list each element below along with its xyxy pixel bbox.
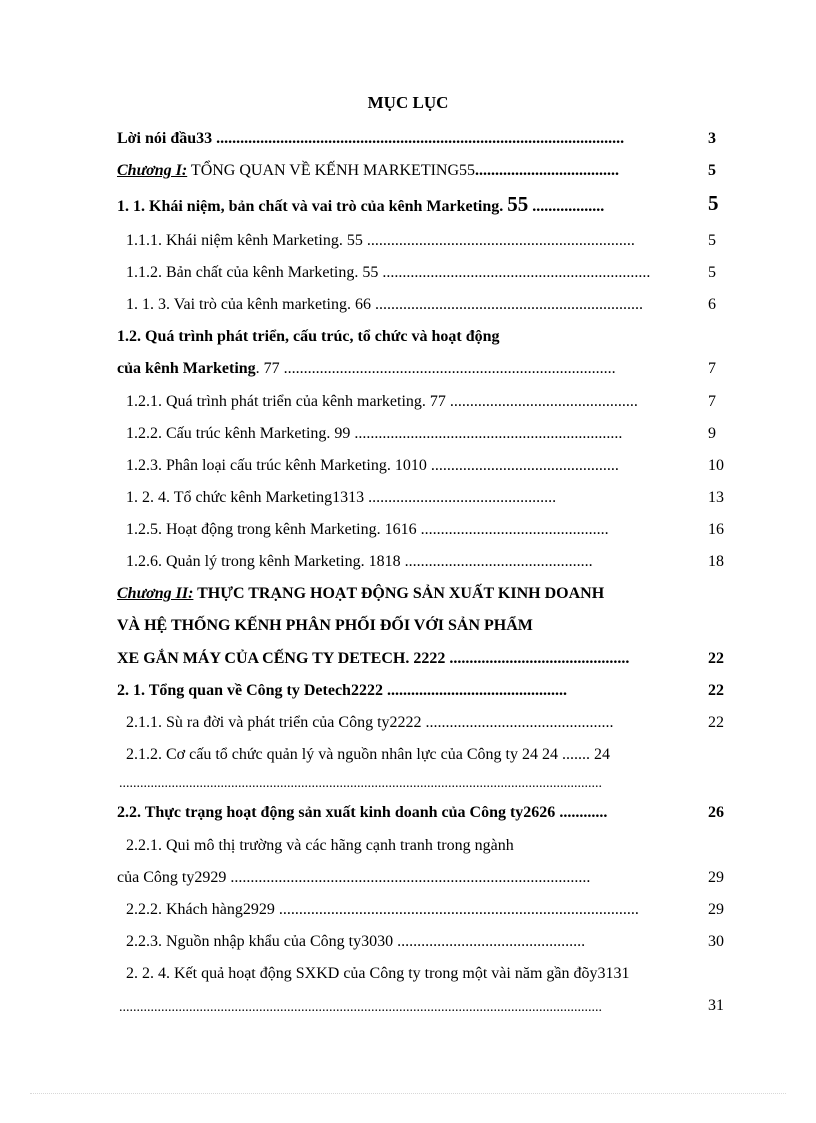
toc-page-number: 30 <box>708 933 724 950</box>
toc-chapter-1[interactable] <box>117 160 707 182</box>
toc-page-number: 7 <box>708 360 716 377</box>
toc-entry-label: 2.1.1. Sù ra đời và phát triển của Công ty2222 <box>126 714 426 731</box>
toc-entry-number: 55 <box>507 193 529 216</box>
toc-entry-label: 2.2.2. Khách hàng2929 <box>126 901 279 918</box>
toc-entry-2-2[interactable] <box>117 802 707 824</box>
toc-entry-label: Lời nói đầu33 <box>117 130 217 147</box>
toc-entry-1-1-2[interactable] <box>126 262 708 284</box>
toc-chapter-2-line-2: VÀ HỆ THỐNG KẾNH PHÂN PHỐI ĐỐI VỚI SẢN PHẨM <box>117 617 533 634</box>
toc-page-number: 22 <box>708 650 724 667</box>
toc-entry-label: của Công ty2929 <box>117 869 231 886</box>
toc-leader-dots: ............................................. <box>449 650 630 667</box>
toc-entry-1-2-cont[interactable] <box>117 358 707 380</box>
toc-entry-label: TỔNG QUAN VỀ KẾNH MARKETING55 <box>187 162 476 179</box>
toc-leader-dots: .......................................................................................................................................... <box>119 1000 602 1015</box>
toc-leader-dots: ............................................... <box>368 489 557 506</box>
toc-page-number: 29 <box>708 901 724 918</box>
toc-leader-dots: ............................................... <box>425 714 614 731</box>
toc-page-number: 31 <box>708 997 724 1014</box>
toc-page-number: 22 <box>708 682 724 699</box>
toc-entry-1-1-3[interactable] <box>126 294 708 316</box>
toc-page-number: 5 <box>708 162 716 179</box>
toc-chapter-2[interactable] <box>117 583 604 605</box>
toc-entry-label: 1.1.2. Bản chất của kênh Marketing. 55 <box>126 264 383 281</box>
toc-entry-intro[interactable] <box>117 128 719 150</box>
toc-entry-label: 1.2.1. Quá trình phát triển của kênh marketing. 77 <box>126 393 450 410</box>
toc-page-number: 9 <box>708 425 716 442</box>
toc-leader-dots: ............................................... <box>430 457 619 474</box>
toc-leader-dots: ................................................................... <box>366 232 635 249</box>
toc-page-number: 5 <box>708 192 719 214</box>
toc-leader-dots: ................................................................... <box>354 425 623 442</box>
toc-leader-dots: ............ <box>559 804 608 821</box>
toc-leader-dots: ...................................................................................................... <box>216 130 625 147</box>
toc-leader-dots: ................................................................................... <box>283 360 616 377</box>
toc-page-number: 26 <box>708 804 724 821</box>
toc-entry-1-2-5[interactable] <box>126 519 708 541</box>
page-title: MỤC LỤC <box>367 93 449 112</box>
toc-entry-label: của kênh Marketing <box>117 360 256 377</box>
toc-entry-2-2-4[interactable]: 2. 2. 4. Kết quả hoạt động SXKD của Công ty trong một vài năm gần đõy3131 <box>126 965 630 982</box>
toc-page-number: 16 <box>708 521 724 538</box>
toc-leader-dots: .......................................................................................................................................... <box>119 776 602 791</box>
toc-leader-dots: .......................................................................................... <box>278 901 639 918</box>
toc-page-number: 6 <box>708 296 716 313</box>
toc-entry-label: 1. 1. Khái niệm, bản chất và vai trò của kênh Marketing. <box>117 198 508 215</box>
toc-leader-dots: ............................................... <box>420 521 609 538</box>
toc-entry-label: THỰC TRẠNG HOẠT ĐỘNG SẢN XUẤT KINH DOANH <box>193 585 605 602</box>
toc-page-number: 10 <box>708 457 724 474</box>
toc-leader-dots: .......................................................................................... <box>230 869 591 886</box>
toc-leader-dots: .................. <box>528 198 605 215</box>
toc-leader-dots: .................................... <box>475 162 620 179</box>
toc-entry-1-2[interactable]: 1.2. Quá trình phát triển, cấu trúc, tổ chức và hoạt động <box>117 328 500 345</box>
toc-leader-dots: ................................................................... <box>374 296 643 313</box>
toc-entry-label: 1.1.1. Khái niệm kênh Marketing. 55 <box>126 232 367 249</box>
toc-entry-2-1-1[interactable] <box>126 712 708 734</box>
toc-entry-2-1[interactable] <box>117 680 707 702</box>
toc-leader-dots: ............................................... <box>397 933 586 950</box>
toc-page-number: 3 <box>708 130 716 147</box>
toc-entry-1-1-1[interactable] <box>126 230 708 252</box>
toc-entry-label: 1. 1. 3. Vai trò của kênh marketing. 66 <box>126 296 375 313</box>
toc-chapter-2-line-3[interactable] <box>117 648 707 670</box>
toc-page-number: 5 <box>708 264 716 281</box>
page-divider <box>30 1093 786 1094</box>
toc-entry-1-1[interactable] <box>117 193 712 218</box>
toc-entry-2-2-2[interactable] <box>126 899 708 921</box>
toc-entry-2-1-2[interactable]: 2.1.2. Cơ cấu tổ chức quản lý và nguồn nhân lực của Công ty 24 24 ....... 24 <box>126 746 610 763</box>
toc-leader-dots: ................................................................... <box>382 264 651 281</box>
toc-page-number: 22 <box>708 714 724 731</box>
toc-leader-dots: ............................................... <box>404 553 593 570</box>
toc-page-number: 7 <box>708 393 716 410</box>
toc-entry-label: 2. 1. Tổng quan về Công ty Detech2222 <box>117 682 387 699</box>
toc-entry-label: 1. 2. 4. Tổ chức kênh Marketing1313 <box>126 489 369 506</box>
toc-entry-1-2-6[interactable] <box>126 551 708 573</box>
chapter-prefix: Chương II: <box>117 585 194 602</box>
toc-entry-2-2-3[interactable] <box>126 931 708 953</box>
toc-entry-label: XE GẮN MÁY CỦA CẾNG TY DETECH. 2222 <box>117 650 450 667</box>
toc-entry-1-2-2[interactable] <box>126 423 708 445</box>
toc-entry-1-2-4[interactable] <box>126 487 708 509</box>
toc-entry-label: 1.2.2. Cấu trúc kênh Marketing. 99 <box>126 425 355 442</box>
toc-entry-label: 1.2.6. Quản lý trong kênh Marketing. 1818 <box>126 553 405 570</box>
toc-leader-dots: ............................................... <box>449 393 638 410</box>
toc-entry-label: 2.2.3. Nguồn nhập khẩu của Công ty3030 <box>126 933 398 950</box>
toc-leader-dots: ............................................. <box>386 682 567 699</box>
toc-entry-1-2-3[interactable] <box>126 455 708 477</box>
toc-entry-2-2-1[interactable]: 2.2.1. Qui mô thị trường và các hãng cạnh tranh trong ngành <box>126 837 514 854</box>
toc-page-number: 18 <box>708 553 724 570</box>
toc-page-number: 29 <box>708 869 724 886</box>
toc-entry-1-2-1[interactable] <box>126 391 708 413</box>
toc-entry-label: . 77 <box>255 360 284 377</box>
toc-entry-2-2-1-cont[interactable] <box>117 867 707 889</box>
toc-page-number: 5 <box>708 232 716 249</box>
toc-entry-label: 2.2. Thực trạng hoạt động sản xuất kinh doanh của Công ty2626 <box>117 804 560 821</box>
chapter-prefix: Chương I: <box>117 162 188 179</box>
toc-entry-label: 1.2.5. Hoạt động trong kênh Marketing. 1616 <box>126 521 421 538</box>
toc-page-number: 13 <box>708 489 724 506</box>
toc-entry-label: 1.2.3. Phân loại cấu trúc kênh Marketing. 1010 <box>126 457 431 474</box>
